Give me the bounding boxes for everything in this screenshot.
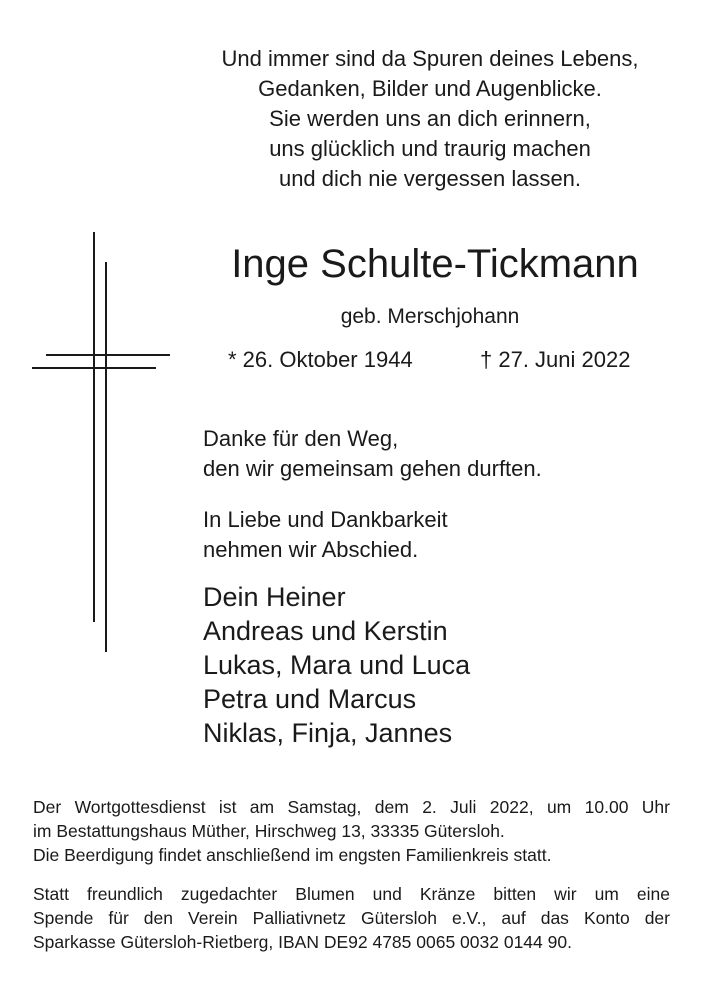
donation-line: Statt freundlich zugedachter Blumen und Kränze bitten wir um eine — [33, 884, 670, 904]
service-line: im Bestattungshaus Müther, Hirschweg 13, 33335 Gütersloh. — [33, 821, 505, 841]
poem-line: Und immer sind da Spuren deines Lebens, — [221, 46, 639, 71]
donation-notice — [33, 882, 670, 954]
thanks-line: Danke für den Weg, — [203, 426, 399, 451]
deceased-name: Inge Schulte-Tickmann — [231, 242, 639, 286]
farewell-line: In Liebe und Dankbarkeit — [203, 507, 448, 532]
farewell-line: nehmen wir Abschied. — [203, 537, 419, 562]
mourner-entry: Petra und Marcus — [203, 684, 417, 714]
thanks-text — [203, 424, 542, 484]
service-line: Die Beerdigung findet anschließend im engsten Familienkreis statt. — [33, 845, 552, 865]
poem-line: und dich nie vergessen lassen. — [278, 166, 582, 191]
farewell-text — [203, 505, 448, 565]
donation-line: Sparkasse Gütersloh-Rietberg, IBAN DE92 4785 0065 0032 0144 90. — [33, 932, 572, 952]
service-notice — [33, 795, 670, 867]
poem-line: uns glücklich und traurig machen — [269, 136, 591, 161]
cross-vertical-bar — [105, 262, 107, 652]
poem-line: Gedanken, Bilder und Augenblicke. — [258, 76, 602, 101]
mourners-list — [203, 580, 470, 750]
mourner-entry: Dein Heiner — [203, 582, 346, 612]
cross-horizontal-bar — [46, 354, 170, 356]
service-line: Der Wortgottesdienst ist am Samstag, dem 2. Juli 2022, um 10.00 Uhr — [33, 797, 670, 817]
poem-line: Sie werden uns an dich erinnern, — [269, 106, 591, 131]
birth-date: * 26. Oktober 1944 — [228, 347, 413, 372]
mourner-entry: Andreas und Kerstin — [203, 616, 448, 646]
cross-vertical-bar — [93, 232, 95, 622]
thanks-line: den wir gemeinsam gehen durften. — [203, 456, 542, 481]
death-date: † 27. Juni 2022 — [480, 347, 631, 372]
mourner-entry: Niklas, Finja, Jannes — [203, 718, 453, 748]
mourner-entry: Lukas, Mara und Luca — [203, 650, 471, 680]
birth-name: geb. Merschjohann — [340, 305, 520, 328]
cross-horizontal-bar — [32, 367, 156, 369]
donation-line: Spende für den Verein Palliativnetz Gütersloh e.V., auf das Konto der — [33, 908, 670, 928]
